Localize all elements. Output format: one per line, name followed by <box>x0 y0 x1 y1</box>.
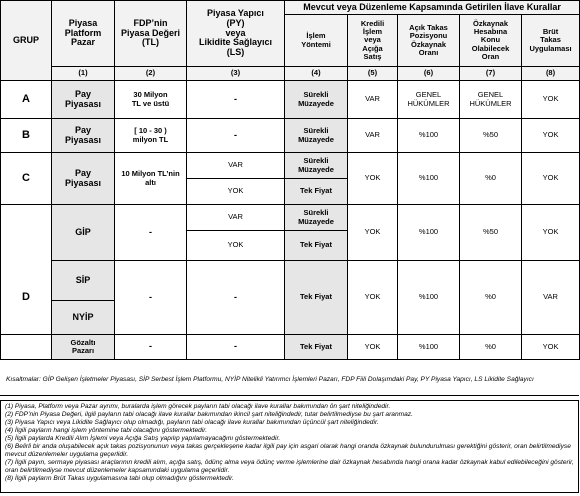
method-cell: Sürekli Müzayede <box>285 119 348 153</box>
table-row-c <box>1 153 580 179</box>
credit-cell: YOK <box>348 261 398 335</box>
gross-cell: YOK <box>522 335 580 360</box>
gross-cell: YOK <box>522 81 580 119</box>
equity-cell: %0 <box>460 153 522 205</box>
footnote: (4) İlgili payların hangi işlem yöntemine tabi olacağını göstermektedir. <box>5 427 208 435</box>
col-num-4: (4) <box>285 67 348 81</box>
py-cell: - <box>187 261 285 335</box>
fdp-cell: - <box>115 261 187 335</box>
market-cell: Gözaltı Pazarı <box>52 335 115 360</box>
open-position-cell: GENEL HÜKÜMLER <box>398 81 460 119</box>
market-cell: GİP <box>52 205 115 261</box>
fdp-cell: - <box>115 335 187 360</box>
header-kredili: Kredili İşlem veya Açığa Satış <box>348 15 398 67</box>
header-piyasa-platform: Piyasa Platform Pazar <box>52 1 115 67</box>
py-yok-cell: YOK <box>187 231 285 261</box>
header-islem-yontemi: İşlem Yöntemi <box>285 15 348 67</box>
credit-cell: YOK <box>348 335 398 360</box>
gross-cell: YOK <box>522 119 580 153</box>
market-cell: SİP <box>52 261 115 301</box>
open-position-cell: %100 <box>398 205 460 261</box>
credit-cell: YOK <box>348 153 398 205</box>
method-cell: Tek Fiyat <box>285 231 348 261</box>
credit-cell: VAR <box>348 81 398 119</box>
method-cell: Sürekli Müzayede <box>285 205 348 231</box>
header-brut: Brüt Takas Uygulaması <box>522 15 580 67</box>
footnote: (6) Belirli bir anda oluşabilecek açık takas pozisyonunun veya takas gerçekleşene kadar ilgili pay için asgari olarak hangi oranda özkaynak bulundurulması gerektiğini gösterir, oran belirtilmediyse mevcut düzenlemeler uygulama geçerlidir. <box>5 443 571 459</box>
col-num-2: (2) <box>115 67 187 81</box>
open-position-cell: %100 <box>398 261 460 335</box>
col-num-7: (7) <box>460 67 522 81</box>
group-label: D <box>1 261 52 335</box>
header-fdp: FDP’nin Piyasa Değeri (TL) <box>115 1 187 67</box>
fdp-cell: [ 10 - 30 ) milyon TL <box>115 119 187 153</box>
py-cell: - <box>187 81 285 119</box>
table-row-b <box>1 119 580 153</box>
fdp-cell: 30 Milyon TL ve üstü <box>115 81 187 119</box>
footnote: (7) İlgili payın, sermaye piyasası araçlarının kredili alım, açığa satış, ödünç alma veya ödünç verme işlemlerine dair özkaynak hesabında hangi orana kadar özkaynak kabul edilebileceğini gösterir, oran belirtilmediyse mevcut düzenlemeler kapsamındaki uygulama geçerlidir. <box>5 459 574 475</box>
footnote: (1) Piyasa, Platform veya Pazar ayrımı, buralarda işlem görecek payların tabi olacağı ilave kurallar bakımından ön şart niteliğindedir. <box>5 403 391 410</box>
group-label: B <box>1 119 52 153</box>
market-cell: Pay Piyasası <box>52 119 115 153</box>
method-cell: Sürekli Müzayede <box>285 153 348 179</box>
equity-cell: %50 <box>460 205 522 261</box>
col-num-1: (1) <box>52 67 115 81</box>
footnote: (5) İlgili paylarda Kredili Alım İşlemi veya Açığa Satış yapılıp yapılamayacağını göstermektedir. <box>5 435 281 443</box>
method-cell: Tek Fiyat <box>285 179 348 205</box>
group-spacer <box>1 205 52 261</box>
equity-cell: %0 <box>460 335 522 360</box>
abbreviations: Kısaltmalar: GİP Gelişen İşletmeler Piyasası, SİP Serbest İşlem Platformu, NYİP Nitelikli Yatırımcı İşlemleri Pazarı, FDP Fiili Dolaşımdaki Pay, PY Piyasa Yapıcı, LS Likidite Sağlayıcı <box>0 374 579 396</box>
table-row-gozalti <box>1 335 580 360</box>
footnotes <box>0 400 579 493</box>
col-num-3: (3) <box>187 67 285 81</box>
group-label: A <box>1 81 52 119</box>
py-var-cell: VAR <box>187 205 285 231</box>
open-position-cell: %100 <box>398 119 460 153</box>
open-position-cell: %100 <box>398 153 460 205</box>
equity-cell: %50 <box>460 119 522 153</box>
method-cell: Tek Fiyat <box>285 261 348 335</box>
fdp-cell: 10 Milyon TL’nin altı <box>115 153 187 205</box>
py-var-cell: VAR <box>187 153 285 179</box>
credit-cell: VAR <box>348 119 398 153</box>
equity-cell: %0 <box>460 261 522 335</box>
col-num-8: (8) <box>522 67 580 81</box>
col-num-6: (6) <box>398 67 460 81</box>
market-cell: Pay Piyasası <box>52 81 115 119</box>
py-cell: - <box>187 335 285 360</box>
method-cell: Tek Fiyat <box>285 335 348 360</box>
gross-cell: YOK <box>522 153 580 205</box>
footnote: (3) Piyasa Yapıcı veya Likidite Sağlayıcı olup olmadığı, payların tabi olacağı ilave kurallar bakımından üçüncül şart niteliğindedir. <box>5 419 379 427</box>
table-row-a <box>1 81 580 119</box>
header-mevcut: Mevcut veya Düzenleme Kapsamında Getirilen İlave Kurallar <box>285 1 580 15</box>
gross-cell: YOK <box>522 205 580 261</box>
header-py: Piyasa Yapıcı (PY) veya Likidite Sağlayıcı (LS) <box>187 1 285 67</box>
open-position-cell: %100 <box>398 335 460 360</box>
py-cell: - <box>187 119 285 153</box>
footnote: (2) FDP’nin Piyasa Değeri, ilgili payların tabi olacağı ilave kurallar bakımından ikincil şart niteliğindedir, tutar belirtilmediyse bu şart aranmaz. <box>5 411 413 419</box>
header-ozkaynak: Özkaynak Hesabına Konu Olabilecek Oran <box>460 15 522 67</box>
gross-cell: VAR <box>522 261 580 335</box>
table-row-sip <box>1 261 580 301</box>
py-yok-cell: YOK <box>187 179 285 205</box>
group-label: C <box>1 153 52 205</box>
fdp-cell: - <box>115 205 187 261</box>
notes-section <box>0 374 579 495</box>
group-spacer <box>1 335 52 360</box>
method-cell: Sürekli Müzayede <box>285 81 348 119</box>
col-num-5: (5) <box>348 67 398 81</box>
header-acik-takas: Açık Takas Pozisyonu Özkaynak Oranı <box>398 15 460 67</box>
header-grup: GRUP <box>1 1 52 81</box>
market-cell: NYİP <box>52 301 115 335</box>
table-row-gip <box>1 205 580 231</box>
equity-cell: GENEL HÜKÜMLER <box>460 81 522 119</box>
credit-cell: YOK <box>348 205 398 261</box>
market-cell: Pay Piyasası <box>52 153 115 205</box>
footnote: (8) İlgili payların Brüt Takas uygulamasına tabi olup olmadığını göstermektedir. <box>5 475 234 483</box>
